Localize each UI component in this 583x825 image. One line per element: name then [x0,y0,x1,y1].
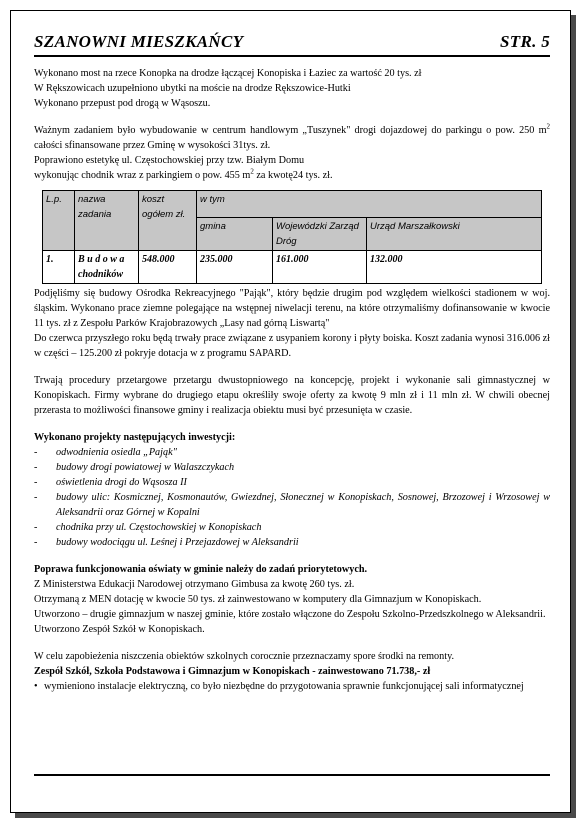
list-item: • wymieniono instalacje elektryczną, co było niezbędne do przygotowania sprawnie funkcjonującej sali informatycznej [34,679,550,694]
paragraph-line: Utworzono – drugie gimnazjum w naszej gminie, które zostało włączone do Zespołu Szkolno-Przedszkolnego w Aleksandrii. [34,609,546,620]
cell-urzad: 132.000 [367,251,542,284]
paragraph-line: Z Ministerstwa Edukacji Narodowej otrzymano Gimbusa za kwotę 260 tys. zł. [34,579,355,590]
schools-bullets [34,679,550,694]
col-header-gmina: gmina [197,218,273,251]
paragraph-line: Utworzono Zespół Szkół w Konopiskach. [34,624,205,635]
cell-cost: 548.000 [139,251,197,284]
list-item: - budowy wodociągu ul. Leśnej i Przejazdowej w Aleksandrii [34,535,550,550]
paragraph-gym: Trwają procedury przetargowe przetargu dwustopniowego na koncepcję, projekt i wykonanie sali gimnastycznej w Konopiskach. Firmy wybrane do drugiego etapu określiły swoje oferty za kwotę 9 mln zł i 11 mln zł. W chwili obecnej przerasta to możliwości finansowe gminy i realizacja obiektu musi być przesunięta w czasie. [34,375,550,416]
col-header-woj: Wojewódzki Zarząd Dróg [273,218,367,251]
paragraph-line: Poprawiono estetykę ul. Częstochowskiej przy tzw. Białym Domu [34,155,305,166]
article-body [34,66,550,694]
paragraph-line: Otrzymaną z MEN dotację w kwocie 50 tys. zł zainwestowano w komputery dla Gimnazjum w Konopiskach. [34,594,482,605]
cell-lp: 1. [43,251,75,284]
col-header-cost: koszt ogółem zł. [139,191,197,251]
list-item: - budowy ulic: Kosmicznej, Kosmonautów, Gwiezdnej, Słonecznej w Konopiskach, Sosnowej, Brzozowej i Wrzosowej w Aleksandrii oraz Górnej w Kopalni [34,490,550,520]
investment-table [42,190,542,284]
newsletter-title: SZANOWNI MIESZKAŃCY [34,32,244,51]
list-item: - budowy drogi powiatowej w Walaszczykach [34,460,550,475]
col-header-urzad: Urząd Marszałkowski [367,218,542,251]
paragraph-line: Wykonano most na rzece Konopka na drodze łączącej Konopiska i Łaziec za wartość 20 tys. zł [34,68,422,79]
footer-rule [34,774,550,776]
table-row [43,251,542,284]
schools-intro: W celu zapobieżenia niszczenia obiektów szkolnych corocznie przeznaczamy spore środki na remonty. [34,651,455,662]
projects-heading: Wykonano projekty następujących inwestycji: [34,432,236,443]
paragraph-line: W Rększowicach uzupełniono ubytki na moście na drodze Rększowice-Hutki [34,83,351,94]
cell-woj: 161.000 [273,251,367,284]
paragraph-parking: Ważnym zadaniem było wybudowanie w centrum handlowym „Tuszynek" drogi dojazdowej do parkingu o pow. 250 $m^2$ całości sfinansowane przez Gminę w wysokości 31tys. zł. [34,122,550,151]
paragraph-sapard: Do czerwca przyszłego roku będą trwały prace związane z usypaniem korony i płyty boiska. Koszt zadania wynosi 316.006 zł w części – 125.200 zł pokryje dotacja w z programu SAPARD. [34,333,550,359]
schools-heading: Zespół Szkół, Szkoła Podstawowa i Gimnazjum w Konopiskach - zainwestowano 71.738,- zł [34,666,431,677]
list-item: - oświetlenia drogi do Wąsosza II [34,475,550,490]
paragraph-line: Wykonano przepust pod drogą w Wąsoszu. [34,98,211,109]
page-header [34,32,550,54]
list-item: - chodnika przy ul. Częstochowskiej w Konopiskach [34,520,550,535]
col-header-name: nazwa zadania [75,191,139,251]
cell-name: B u d o w a chodników [75,251,139,284]
projects-list [34,445,550,550]
col-header-wtym: w tym [197,191,542,218]
page-number: STR. 5 [500,32,550,51]
list-item: - odwodnienia osiedla „Pająk" [34,445,550,460]
education-heading: Poprawa funkcjonowania oświaty w gminie należy do zadań priorytetowych. [34,564,368,575]
col-header-lp: L.p. [43,191,75,251]
paragraph-pajak: Podjęliśmy się budowy Ośrodka Rekreacyjnego "Pająk", który będzie drugim pod względem wielkości stadionem w woj. śląskim. Wykonano prace ziemne polegające na wstępnej niwelacji terenu, na które otrzymaliśmy dofinansowanie w kwocie 11 tys. zł z Zespołu Parków Krajobrazowych „Lasy nad górną Liswartą" [34,288,550,329]
paragraph-line: wykonując chodnik wraz z parkingiem o pow. 455 $m^2$ za kwotę24 tys. zł. [34,167,333,181]
header-rule [34,55,550,57]
cell-gmina: 235.000 [197,251,273,284]
